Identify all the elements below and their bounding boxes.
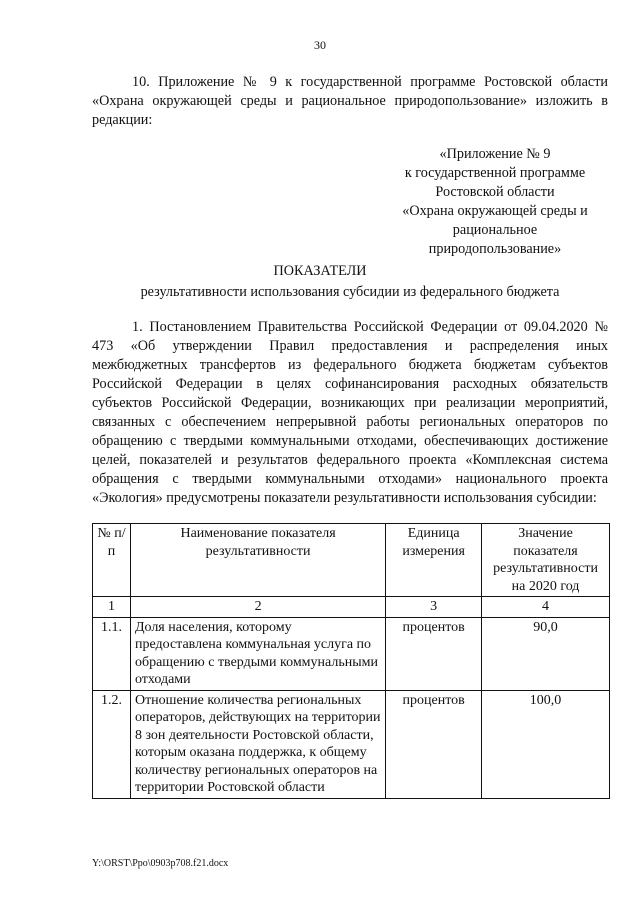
header-value: Значение показателя результативности на 2020 год	[482, 524, 610, 597]
table-index-row	[93, 597, 610, 618]
annex-line: к государственной программе	[404, 165, 586, 181]
row-value: 90,0	[482, 617, 610, 690]
annex-line: Ростовской области	[435, 184, 555, 200]
document-title: ПОКАЗАТЕЛИ	[273, 263, 367, 279]
row-name: Доля населения, которому предоставлена коммунальная услуга по обращению с твердыми коммунальными отходами	[130, 617, 385, 690]
header-unit: Единица измерения	[386, 524, 482, 597]
index-cell: 4	[482, 597, 610, 618]
header-name: Наименование показателя результативности	[130, 524, 385, 597]
row-unit: процентов	[386, 617, 482, 690]
annex-line: рациональное	[452, 222, 538, 238]
paragraph-1: 1. Постановлением Правительства Российской Федерации от 09.04.2020 № 473 «Об утверждении Правил предоставления и распределения иных межбюджетных трансфертов из федерального бюджета бюджетам субъектов Российской Федерации в целях софинансирования расходных обязательств субъектов Российской Федерации, возникающих при реализации мероприятий, связанных с обеспечением непрерывной работы региональных операторов по обращению с твердыми коммунальными отходами, обеспечивающих достижение целей, показателей и результатов федерального проекта «Комплексная система обращения с твердыми коммунальными отходами» национального проекта «Экология» предусмотрены показатели результативности использования субсидии:	[92, 319, 608, 506]
table-header-row	[93, 524, 610, 597]
file-path-footer: Y:\ORST\Ppo\0903p708.f21.docx	[92, 858, 229, 869]
paragraph-10: 10. Приложение № 9 к государственной программе Ростовской области «Охрана окружающей среды и рациональное природопользование» изложить в редакции:	[92, 74, 608, 128]
annex-line: природопользование»	[428, 241, 562, 257]
index-cell: 2	[130, 597, 385, 618]
header-num: № п/п	[93, 524, 131, 597]
table-row	[93, 617, 610, 690]
document-subtitle: результативности использования субсидии из федерального бюджета	[140, 284, 560, 300]
row-num: 1.2.	[93, 690, 131, 798]
row-name: Отношение количества региональных операторов, действующих на территории 8 зон деятельности Ростовской области, которым оказана поддержка, к общему количеству региональных операторов на территории Ростовской области	[130, 690, 385, 798]
annex-line: «Охрана окружающей среды и	[402, 203, 588, 219]
row-value: 100,0	[482, 690, 610, 798]
indicators-table	[92, 523, 610, 799]
annex-line: «Приложение № 9	[439, 146, 551, 162]
table-row	[93, 690, 610, 798]
index-cell: 1	[93, 597, 131, 618]
row-num: 1.1.	[93, 617, 131, 690]
annex-block	[380, 145, 610, 259]
page-number: 30	[314, 38, 326, 52]
row-unit: процентов	[386, 690, 482, 798]
index-cell: 3	[386, 597, 482, 618]
